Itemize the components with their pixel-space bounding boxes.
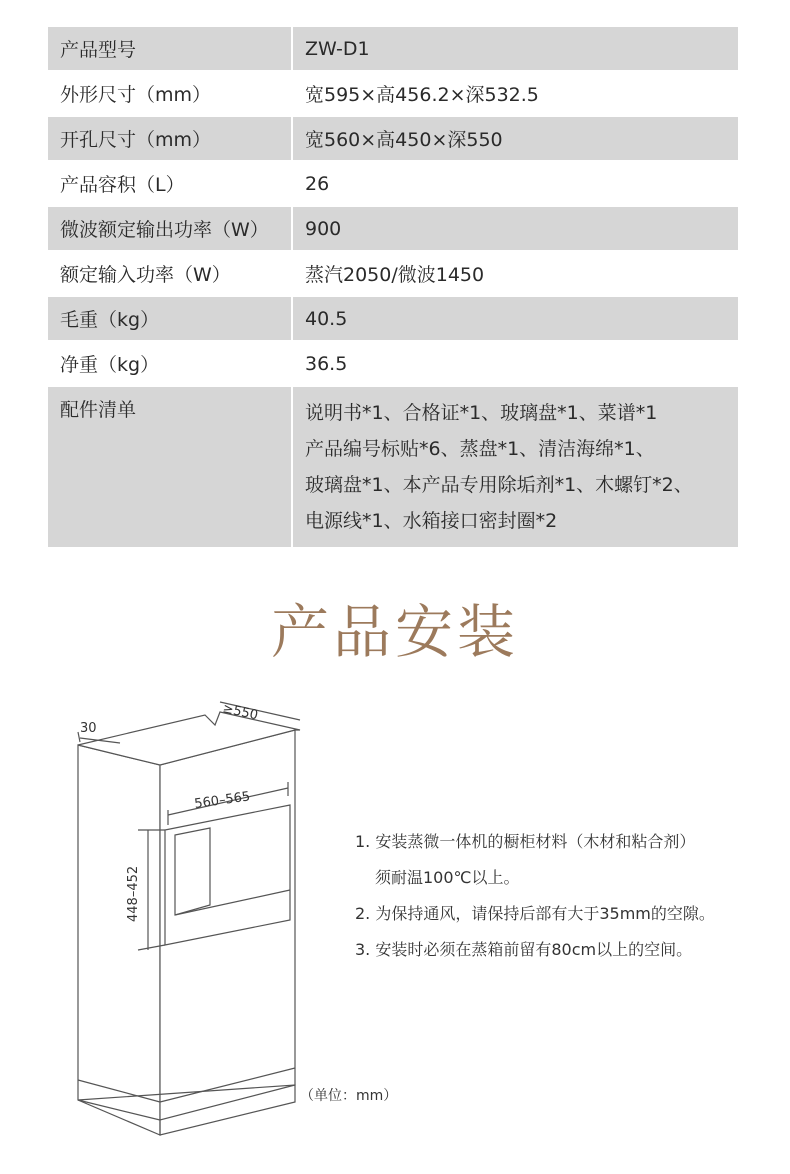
accessory-line: 玻璃盘*1、本产品专用除垢剂*1、木螺钉*2、 xyxy=(305,474,693,496)
spec-row-volume xyxy=(48,162,738,205)
spec-label: 外形尺寸（mm） xyxy=(48,72,293,115)
spec-row-input-power xyxy=(48,252,738,295)
spec-row-dimensions xyxy=(48,72,738,115)
spec-value: 40.5 xyxy=(293,297,738,340)
accessory-line: 电源线*1、水箱接口密封圈*2 xyxy=(305,510,558,532)
spec-label: 毛重（kg） xyxy=(48,297,293,340)
accessory-line: 产品编号标贴*6、蒸盘*1、清洁海绵*1、 xyxy=(305,438,655,460)
spec-value: 宽595×高456.2×深532.5 xyxy=(305,84,539,106)
spec-row-model xyxy=(48,27,738,70)
spec-value: 26 xyxy=(305,172,330,195)
spec-label: 产品容积（L） xyxy=(48,162,293,205)
accessory-line: 说明书*1、合格证*1、玻璃盘*1、菜谱*1 xyxy=(305,402,658,424)
spec-value: ZW-D1 xyxy=(293,27,738,70)
install-note: 须耐温100℃以上。 xyxy=(375,868,520,887)
cabinet-diagram xyxy=(0,690,360,1150)
unit-label: （单位：mm） xyxy=(300,1088,398,1104)
spec-label: 配件清单 xyxy=(48,387,293,547)
install-note: 2. 为保持通风，请保持后部有大于35mm的空隙。 xyxy=(355,904,715,923)
top-gap-dimension-label: 30 xyxy=(80,721,97,736)
spec-label: 微波额定输出功率（W） xyxy=(48,207,293,250)
spec-value: 宽560×高450×深550 xyxy=(293,117,738,160)
spec-label: 产品型号 xyxy=(48,27,293,70)
spec-row-cutout xyxy=(48,117,738,160)
install-notes xyxy=(355,824,715,968)
spec-row-accessories xyxy=(48,387,738,547)
spec-value: 36.5 xyxy=(305,352,348,375)
install-note: 1. 安装蒸微一体机的橱柜材料（木材和粘合剂） xyxy=(355,832,696,851)
cabinet-front-face xyxy=(160,730,295,1120)
spec-row-microwave-power xyxy=(48,207,738,250)
spec-value: 蒸汽2050/微波1450 xyxy=(305,264,485,286)
install-section-title: 产品安装 xyxy=(270,598,519,666)
width-dimension-label: 560–565 xyxy=(193,789,252,812)
spec-label: 净重（kg） xyxy=(48,342,293,385)
spec-row-net-weight xyxy=(48,342,738,385)
spec-row-gross-weight xyxy=(48,297,738,340)
height-dimension-label: 448–452 xyxy=(126,865,141,922)
depth-dimension-label: ≥550 xyxy=(221,701,260,724)
spec-label: 开孔尺寸（mm） xyxy=(48,117,293,160)
accessories-list xyxy=(293,387,738,547)
spec-table xyxy=(48,25,738,549)
spec-value: 900 xyxy=(293,207,738,250)
spec-label: 额定输入功率（W） xyxy=(48,252,293,295)
install-note: 3. 安装时必须在蒸箱前留有80cm以上的空间。 xyxy=(355,940,693,959)
